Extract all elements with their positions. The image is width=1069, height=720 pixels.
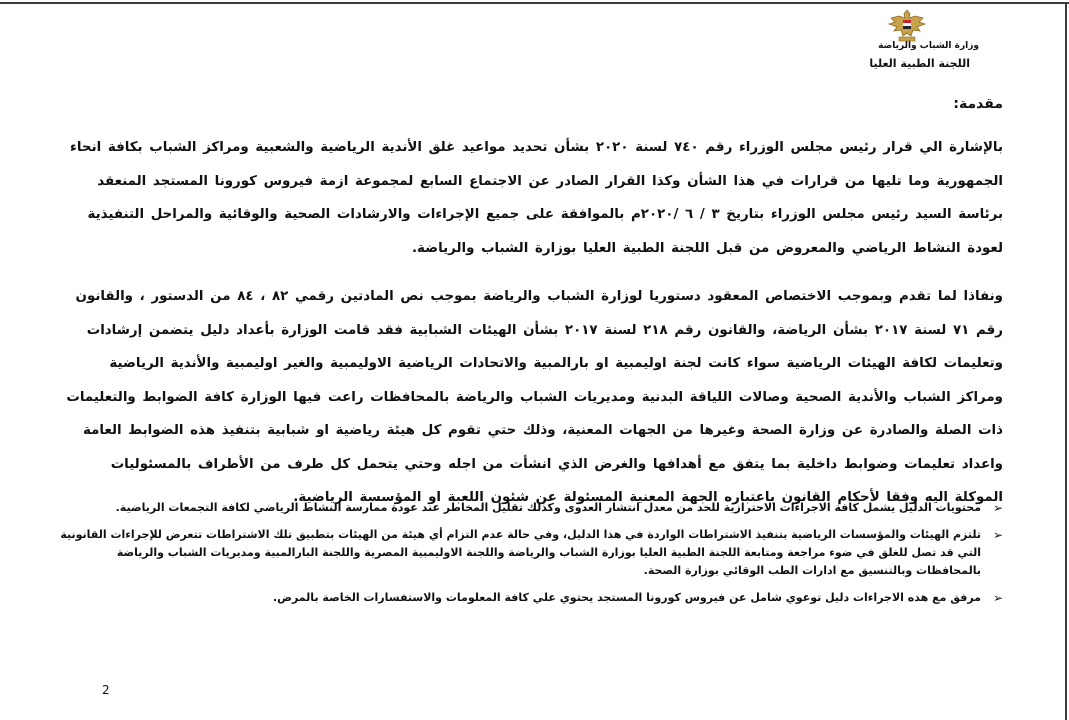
section-heading: مقدمة: [953,96,1003,112]
page-number: 2 [102,683,110,697]
bullet-list [53,499,1003,616]
committee-name: اللجنة الطبية العليا [869,57,970,70]
paragraph-intro: بالإشارة الي قرار رئيس مجلس الوزراء رقم ٧٤٠ لسنة ٢٠٢٠ بشأن تحديد مواعيد غلق الأندية الرياضية والشعبية ومراكز الشباب بكافة انحاء الجمهورية وما تليها من قرارات في هذا الشأن وكذا القرار الصادر عن الاجتماع السابع لمجموعة ازمة فيروس كورونا المستجد المنعقد برئاسة السيد رئيس مجلس الوزراء بتاريخ ٣ / ٦ /٢٠٢٠م بالموافقة على جميع الإجراءات والارشادات الصحية والوقائية والمراحل التنفيذية لعودة النشاط الرياضي والمعروض من قبل اللجنة الطبية العليا بوزارة الشباب والرياضة. [70,140,1003,256]
egypt-eagle-emblem-icon [885,6,929,44]
bullet-item [53,589,1003,607]
arrow-bullet-icon: ➢ [992,528,1003,542]
bullet-item [53,526,1003,580]
arrow-bullet-icon: ➢ [992,591,1003,605]
bullet-item [53,499,1003,517]
right-border [1065,2,1067,720]
paragraph-mandate: ونفاذا لما تقدم وبموجب الاختصاص المعقود دستوريا لوزارة الشباب والرياضة بموجب نص المادتين رقمي ٨٢ ، ٨٤ من الدستور ، والقانون رقم ٧١ لسنة ٢٠١٧ بشأن الرياضة، والقانون رقم ٢١٨ لسنة ٢٠١٧ بشأن الهيئات الشبابية فقد قامت الوزارة بأعداد دليل يتضمن إرشادات وتعليمات لكافة الهيئات الرياضية سواء كانت لجنة اوليمبية او بارالمبية والاتحادات الرياضية الاوليمبية والغير اوليمبية والأندية الرياضية ومراكز الشباب والأندية الصحية وصالات اللياقة البدنية ومديريات الشباب والرياضة بالمحافظات راعت فيها الوزارة كافة الضوابط والتعليمات ذات الصلة والصادرة عن وزارة الصحة وغيرها من الجهات المعنية، وذلك حتي تقوم كل هيئة رياضية او شبابية بتنفيذ هذه الضوابط العامة واعداد تعليمات وضوابط داخلية بما يتفق مع أهدافها والغرض الذي انشأت من اجله وحتي يتحمل كل طرف من الأطراف بالمسئوليات الموكلة اليه وفقا لأحكام القانون باعتباره الجهة المعنية المسئولة عن شئون اللعبة او المؤسسة الرياضية. [66,289,1003,505]
bullet-text: محتويات الدليل يشمل كافة الاجراءات الاحترازية للحد من معدل انتشار العدوى وكذلك تقليل المخاطر عند عودة ممارسة النشاط الرياضي لكافة التجمعات الرياضية. [115,501,981,514]
bullet-text: تلتزم الهيئات والمؤسسات الرياضية بتنفيذ الاشتراطات الواردة في هذا الدليل، وفي حالة عدم التزام أي هيئة من الهيئات بتطبيق تلك الاشتراطات تتعرض للإجراءات القانونية التي قد تصل للغلق في ضوء مراجعة ومتابعة اللجنة الطبية العليا بوزارة الشباب والرياضة واللجنة الاوليمبية المصرية واللجنة البارالمبية ومديريات الشباب والرياضة بالمحافظات وبالتنسيق مع ادارات الطب الوقائي بوزارة الصحة. [60,528,981,577]
top-border [0,2,1069,4]
bullet-text: مرفق مع هذه الاجراءات دليل توعوي شامل عن فيروس كورونا المستجد يحتوي علي كافة المعلومات والاستفسارات الخاصة بالمرض. [272,591,981,604]
ministry-name: وزارة الشباب والرياضة [878,41,979,51]
arrow-bullet-icon: ➢ [992,501,1003,515]
